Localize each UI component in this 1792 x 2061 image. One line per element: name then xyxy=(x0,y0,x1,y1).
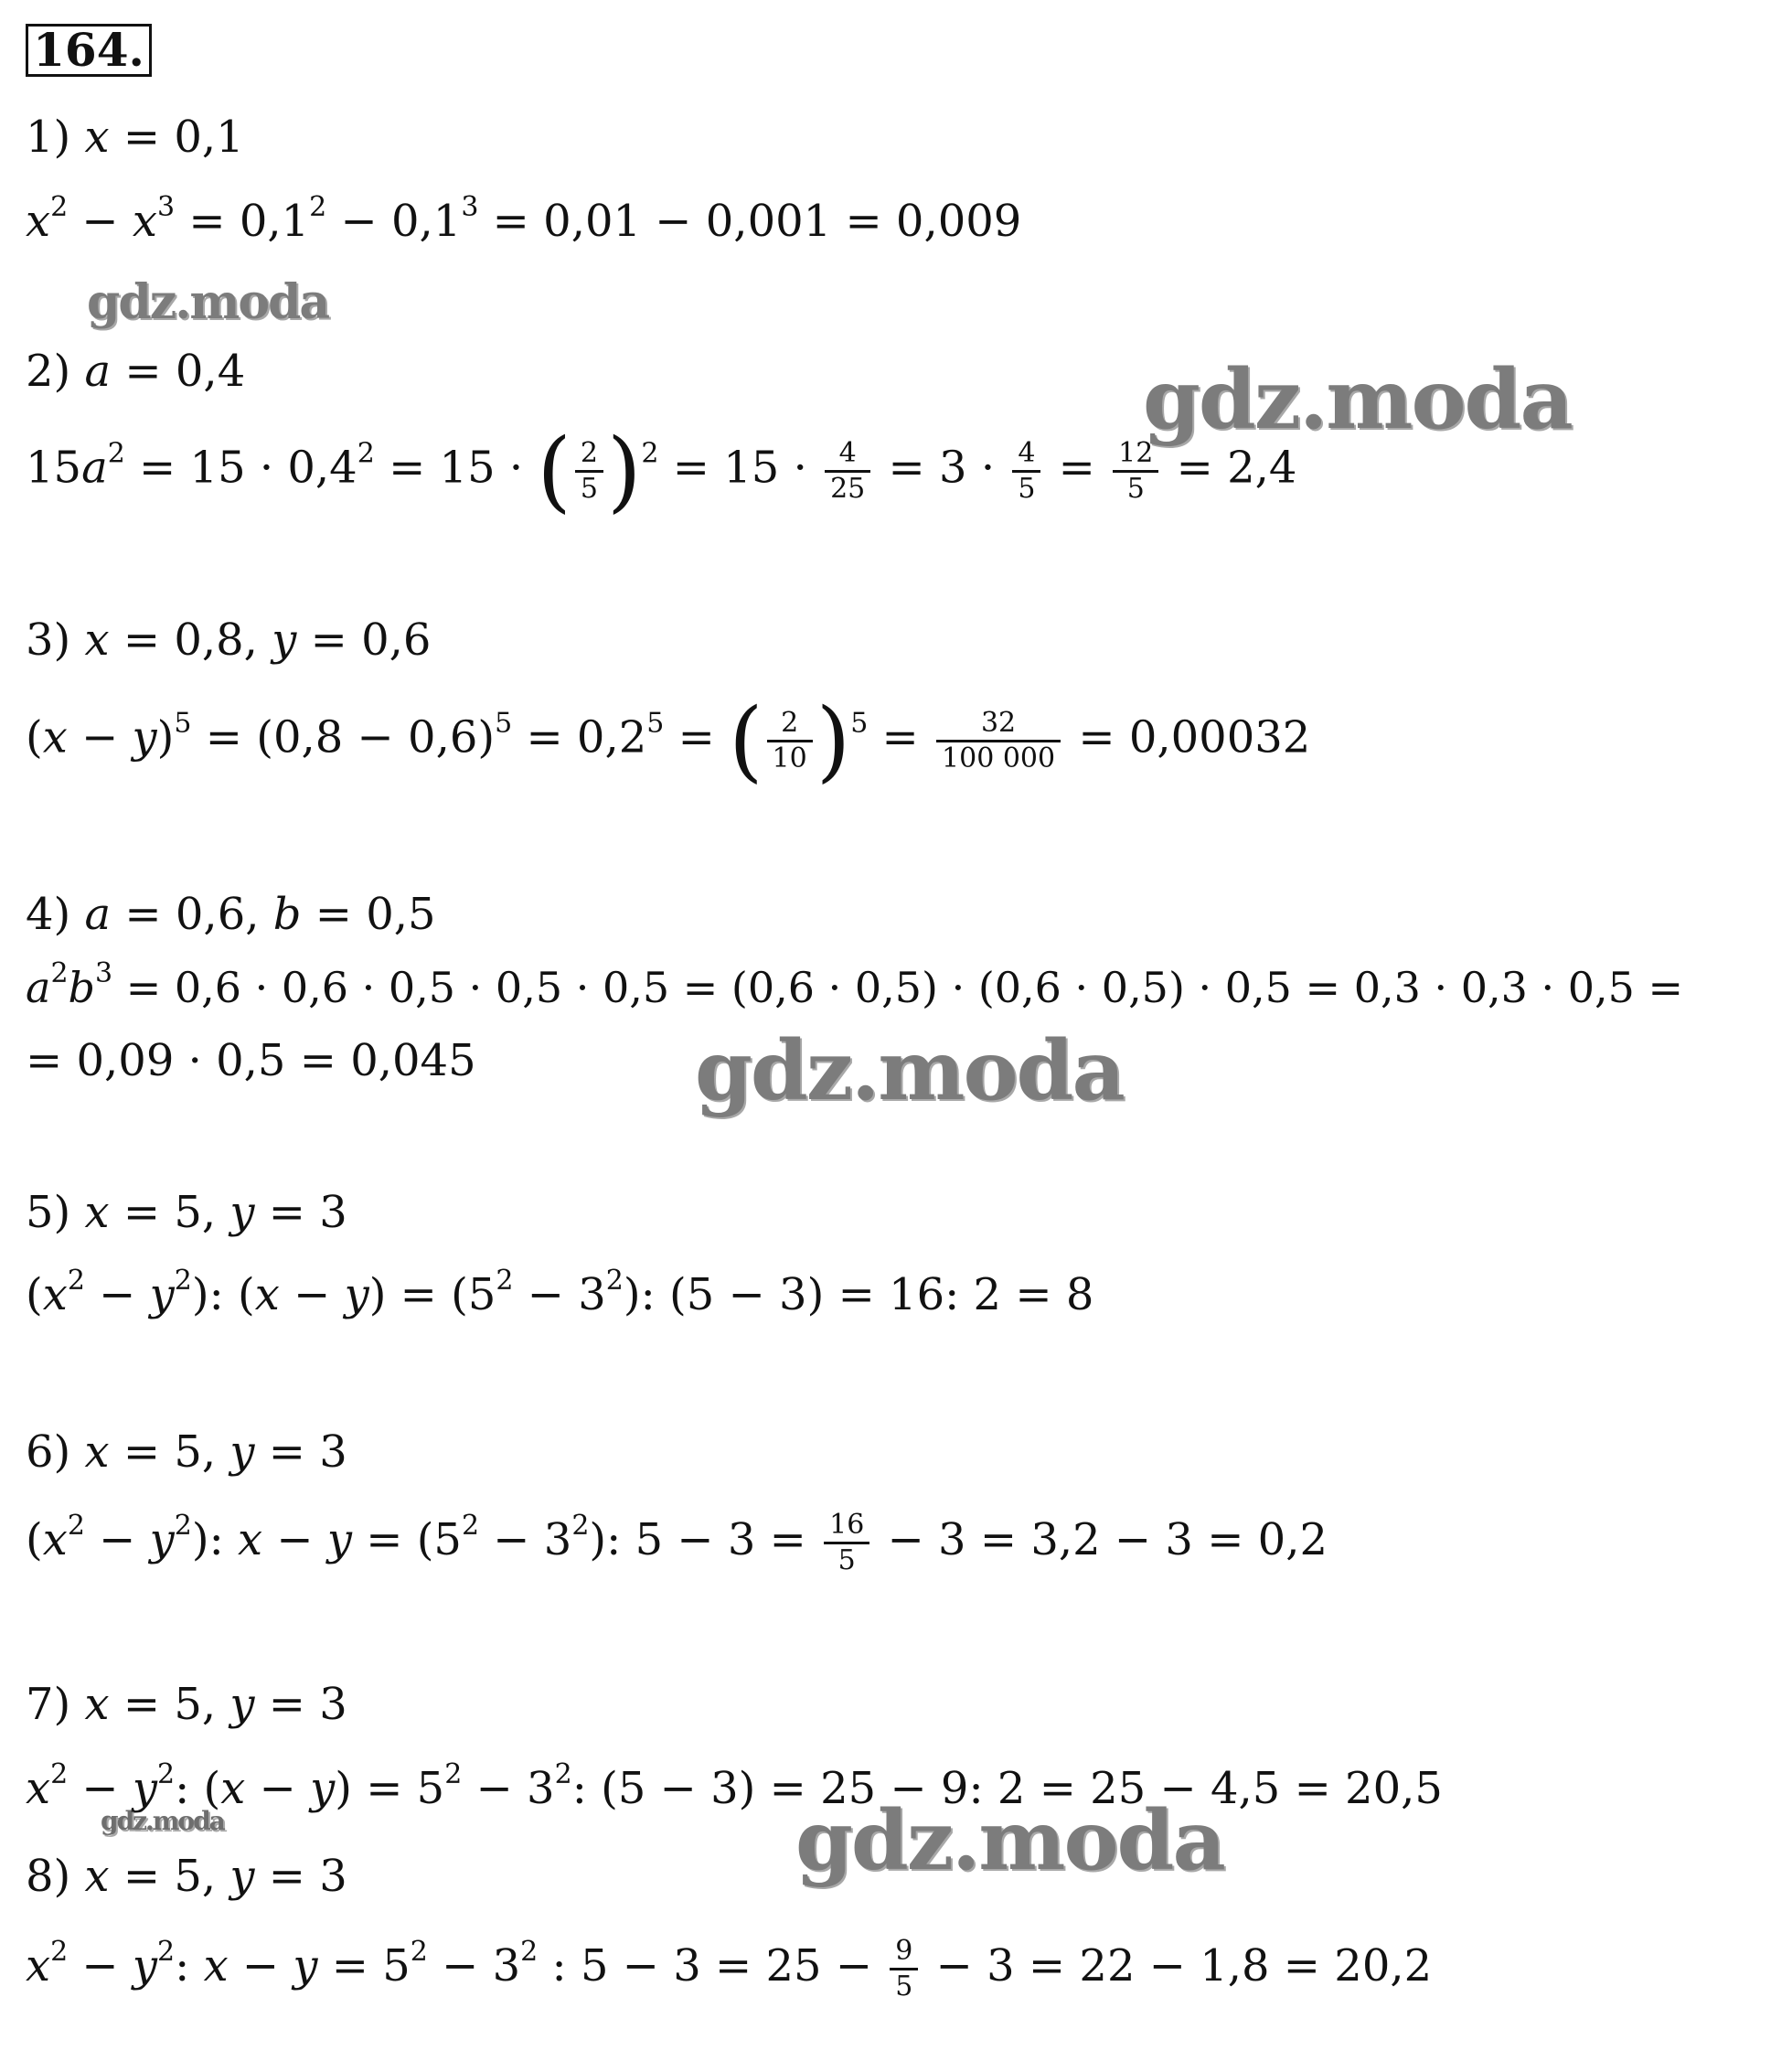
problem-number: 164. xyxy=(26,24,152,77)
fraction: $\frac{12}{5}$ xyxy=(1113,437,1158,506)
item-7-given: 7) x = 5, y = 3 xyxy=(26,1679,347,1730)
watermark: gdz.moda xyxy=(87,274,329,330)
item-3-solution: $(x - y)^5 = (0,8 - 0,6)^5 = 0,2^5$ = ( $\frac{2}{10}$ )$^5$ = $\frac{32}{100 000}$ = 0,00032 xyxy=(26,689,1311,792)
item-2-given: 2) a = 0,4 xyxy=(26,346,246,397)
watermark: gdz.moda xyxy=(795,1792,1224,1889)
item-8-given: 8) x = 5, y = 3 xyxy=(26,1851,347,1902)
watermark: gdz.moda xyxy=(1143,351,1572,448)
item-5-given: 5) x = 5, y = 3 xyxy=(26,1187,347,1238)
item-4-solution-line-2: = 0,09 · 0,5 = 0,045 xyxy=(26,1035,476,1086)
item-4-solution-line-1: $a^2b^3 = 0,6 \cdot 0,6 \cdot 0,5 \cdot 0,5 \cdot 0,5 = (0,6 \cdot 0,5) \cdot (0,6 \cdot 0,5) \cdot 0,5 = 0,3 \cdot 0,3 \cdot 0,5$ = xyxy=(26,957,1684,1012)
item-8-solution: $x^2 - y^2$: $x - y = 5^2 - 3^2$ : 5 − 3 = 25 − $\frac{9}{5}$ − 3 = 22 − 1,8 = 20,2 xyxy=(26,1935,1433,2002)
fraction: $\frac{16}{5}$ xyxy=(824,1509,869,1577)
item-3-given: 3) x = 0,8, y = 0,6 xyxy=(26,614,432,666)
fraction: $\frac{4}{25}$ xyxy=(825,437,870,506)
item-7-solution: $x^2 - y^2$: $(x - y) = 5^2 - 3^2$: (5 − 3) = 25 − 9: 2 = 25 − 4,5 = 20,5 xyxy=(26,1758,1443,1814)
item-5-solution: $(x^2 - y^2)$: $(x - y) = (5^2 - 3^2)$: (5 − 3) = 16: 2 = 8 xyxy=(26,1265,1094,1320)
watermark: gdz.moda xyxy=(695,1022,1124,1119)
item-1-given: 1) x = 0,1 xyxy=(26,112,244,163)
fraction: $\frac{4}{5}$ xyxy=(1012,437,1040,506)
watermark: gdz.moda xyxy=(101,1806,224,1836)
fraction: $\frac{9}{5}$ xyxy=(890,1935,918,2003)
item-2-solution: $15a^2 = 15 \cdot 0,4^2 = 15$ · ( $\frac{2}{5}$ )$^2$ = 15 · $\frac{4}{25}$ = 3 · $\frac{4}{5}$ = $\frac{12}{5}$ = 2,4 xyxy=(26,420,1297,522)
item-1-solution: $x^2 - x^3 = 0,1^2 - 0,1^3 = 0,01 - 0,001 = 0,009$ xyxy=(26,191,1022,247)
fraction: $\frac{2}{5}$ xyxy=(575,437,603,506)
fraction: $\frac{32}{100 000}$ xyxy=(936,707,1061,775)
item-6-solution: $(x^2 - y^2)$: $x - y = (5^2 - 3^2)$: 5 − 3 = $\frac{16}{5}$ − 3 = 3,2 − 3 = 0,2 xyxy=(26,1509,1328,1576)
item-6-given: 6) x = 5, y = 3 xyxy=(26,1426,347,1478)
fraction: $\frac{2}{10}$ xyxy=(767,707,813,775)
item-4-given: 4) a = 0,6, b = 0,5 xyxy=(26,889,436,940)
